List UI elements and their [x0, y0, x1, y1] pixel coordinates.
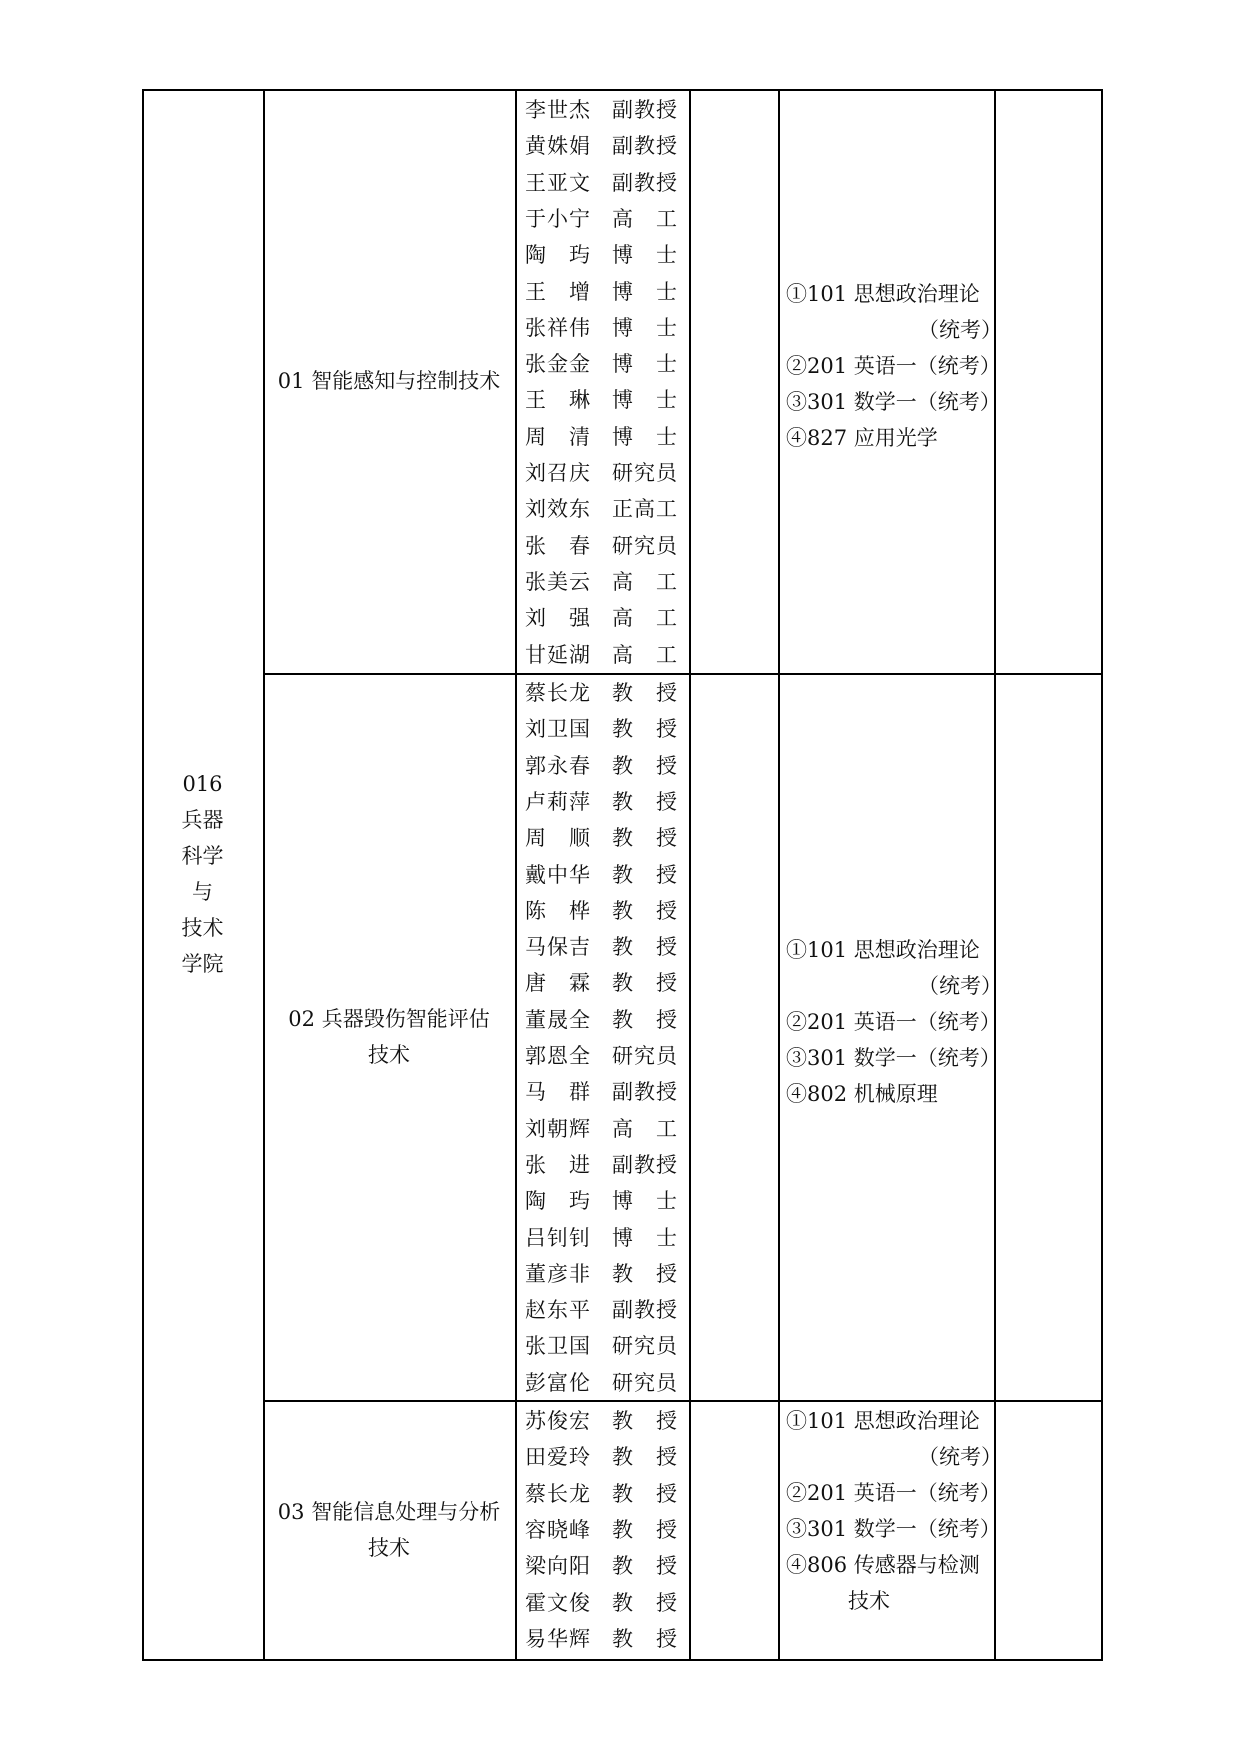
direction-name-cell: [263, 1494, 515, 1566]
supervisor-name: 霍文俊: [525, 1590, 591, 1615]
exam-subject-line: ①101 思想政治理论: [786, 938, 980, 962]
supervisor-row: [525, 1623, 685, 1653]
supervisor-name: 卢莉萍: [525, 789, 591, 814]
direction-name-cell: [263, 363, 515, 399]
supervisor-title: 博 士: [612, 279, 678, 304]
column-border: [263, 89, 265, 1661]
supervisor-name: 刘 强: [525, 606, 591, 631]
supervisor-name: 董晟全: [525, 1007, 591, 1032]
supervisor-name: 张祥伟: [525, 315, 591, 340]
supervisor-name: 于小宁: [525, 206, 591, 231]
supervisor-row: [525, 421, 685, 451]
column-border: [778, 89, 780, 1661]
supervisor-title: 博 士: [612, 352, 678, 377]
supervisor-name: 王 琳: [525, 388, 591, 413]
direction-name-line: 技术: [368, 1042, 410, 1067]
supervisor-title: 博 士: [612, 388, 678, 413]
supervisor-name: 刘召庆: [525, 461, 591, 485]
exam-subject-line: （统考）: [918, 1445, 1002, 1469]
college-name-line: 技术: [181, 916, 224, 940]
exam-subject-line: ①101 思想政治理论: [786, 282, 980, 306]
supervisor-name: 赵东平: [525, 1298, 591, 1323]
table-top-border: [142, 89, 1103, 91]
direction-name-cell: [263, 1001, 515, 1073]
supervisor-row: [525, 276, 685, 306]
supervisor-name: 刘效东: [525, 497, 591, 522]
exam-subject-line: （统考）: [918, 318, 1002, 342]
exam-subject-line: ③301 数学一（统考）: [786, 1517, 1001, 1541]
supervisor-row: [525, 967, 685, 997]
supervisor-row: [525, 312, 685, 342]
supervisor-title: 教 授: [612, 1007, 678, 1032]
supervisor-row: [525, 1330, 685, 1360]
supervisor-title: 博 士: [612, 1225, 678, 1250]
supervisor-name: 陶 玙: [525, 243, 591, 268]
supervisor-name: 陶 玙: [525, 1189, 591, 1214]
supervisor-row: [525, 203, 685, 233]
supervisor-name: 陈 桦: [525, 898, 591, 923]
supervisor-title: 副教授: [612, 1152, 678, 1177]
supervisor-name: 蔡长龙: [525, 681, 591, 705]
supervisor-name: 张卫国: [525, 1334, 591, 1359]
supervisor-name: 蔡长龙: [525, 1481, 591, 1506]
supervisor-name: 刘朝辉: [525, 1116, 591, 1141]
college-name-line: 兵器: [181, 808, 224, 832]
supervisor-name: 张金金: [525, 352, 591, 377]
supervisor-title: 教 授: [612, 753, 678, 778]
supervisor-row: [525, 677, 685, 707]
supervisor-row: [525, 750, 685, 780]
supervisor-name: 唐 霖: [525, 971, 591, 996]
supervisor-title: 高 工: [612, 206, 678, 231]
supervisor-title: 高 工: [612, 606, 678, 631]
supervisor-name: 甘延湖: [525, 642, 591, 667]
supervisor-title: 教 授: [612, 1590, 678, 1615]
supervisor-name: 彭富伦: [525, 1370, 591, 1395]
college-name-line: 与: [192, 880, 213, 904]
supervisor-title: 副教授: [612, 98, 678, 122]
supervisor-row: [525, 1149, 685, 1179]
supervisor-name: 周 顺: [525, 826, 591, 851]
direction-name-line: 01 智能感知与控制技术: [277, 369, 501, 393]
exam-subject-line: （统考）: [918, 974, 1002, 998]
supervisor-title: 研究员: [612, 1370, 678, 1395]
supervisor-name: 王 增: [525, 279, 591, 304]
supervisor-row: [525, 713, 685, 743]
supervisor-title: 高 工: [612, 642, 678, 667]
supervisor-title: 副教授: [612, 134, 678, 159]
direction-name-line: 03 智能信息处理与分析: [277, 1499, 501, 1524]
supervisor-title: 教 授: [612, 1445, 678, 1470]
college-code: 016: [182, 772, 223, 796]
exam-subject-line: ④802 机械原理: [786, 1082, 938, 1106]
supervisor-name: 郭恩全: [525, 1044, 591, 1068]
supervisor-row: [525, 895, 685, 925]
supervisor-title: 副教授: [612, 1298, 678, 1323]
supervisor-row: [525, 94, 685, 124]
exam-subject-line: ②201 英语一（统考）: [786, 1010, 1001, 1034]
supervisor-title: 教 授: [612, 717, 678, 742]
supervisor-title: 博 士: [612, 1189, 678, 1214]
exam-subject-line: ③301 数学一（统考）: [786, 1046, 1001, 1070]
supervisor-title: 教 授: [612, 1626, 678, 1651]
exam-subject-line: ②201 英语一（统考）: [786, 354, 1001, 378]
supervisor-row: [525, 1294, 685, 1324]
supervisor-title: 副教授: [612, 170, 678, 195]
column-border: [515, 89, 517, 1661]
supervisor-name: 马 群: [525, 1080, 591, 1105]
supervisor-name: 梁向阳: [525, 1554, 591, 1579]
supervisor-row: [525, 931, 685, 961]
supervisor-row: [525, 1185, 685, 1215]
supervisor-row: [525, 1367, 685, 1397]
supervisor-name: 马保吉: [525, 935, 591, 960]
supervisor-title: 高 工: [612, 1116, 678, 1141]
column-border: [1101, 89, 1103, 1661]
supervisor-name: 郭永春: [525, 753, 591, 778]
college-cell: [142, 766, 263, 982]
supervisor-name: 张 进: [525, 1152, 591, 1177]
supervisor-title: 博 士: [612, 243, 678, 268]
supervisor-name: 戴中华: [525, 862, 591, 887]
exam-subject-line: ④806 传感器与检测: [786, 1553, 980, 1577]
supervisor-row: [525, 1478, 685, 1508]
direction-name-line: 02 兵器毁伤智能评估: [288, 1006, 490, 1031]
supervisor-title: 教 授: [612, 1481, 678, 1506]
supervisor-name: 王亚文: [525, 170, 591, 195]
supervisor-row: [525, 493, 685, 523]
supervisor-title: 正高工: [612, 497, 678, 522]
supervisor-row: [525, 239, 685, 269]
supervisor-title: 博 士: [612, 315, 678, 340]
exam-subject-line: ①101 思想政治理论: [786, 1409, 980, 1433]
exam-subject-line: ④827 应用光学: [786, 426, 938, 450]
supervisor-row: [525, 1222, 685, 1252]
supervisor-row: [525, 602, 685, 632]
supervisor-title: 副教授: [612, 1080, 678, 1105]
exam-subject-line: 技术: [848, 1589, 890, 1613]
supervisor-row: [525, 130, 685, 160]
supervisor-title: 教 授: [612, 826, 678, 851]
supervisor-title: 教 授: [612, 862, 678, 887]
supervisor-row: [525, 786, 685, 816]
supervisor-name: 田爱玲: [525, 1445, 591, 1470]
supervisor-name: 吕钊钊: [525, 1225, 591, 1250]
supervisor-row: [525, 1113, 685, 1143]
college-name-line: 学院: [181, 952, 224, 976]
supervisor-title: 高 工: [612, 569, 678, 594]
supervisor-name: 张美云: [525, 569, 591, 594]
row-divider: [263, 673, 1103, 675]
supervisor-row: [525, 822, 685, 852]
supervisor-name: 李世杰: [525, 98, 591, 122]
supervisor-title: 教 授: [612, 789, 678, 814]
supervisor-title: 教 授: [612, 971, 678, 996]
supervisor-name: 董彦非: [525, 1261, 591, 1286]
supervisor-row: [525, 639, 685, 669]
exam-subject-line: ③301 数学一（统考）: [786, 390, 1001, 414]
supervisor-title: 教 授: [612, 1409, 678, 1433]
supervisor-name: 周 清: [525, 424, 591, 449]
supervisor-name: 容晓峰: [525, 1517, 591, 1542]
column-border: [689, 89, 691, 1661]
table-bottom-border: [142, 1659, 1103, 1661]
exam-subject-line: ②201 英语一（统考）: [786, 1481, 1001, 1505]
supervisor-title: 研究员: [612, 1044, 678, 1068]
supervisor-row: [525, 348, 685, 378]
college-name-line: 科学: [181, 844, 224, 868]
supervisor-row: [525, 167, 685, 197]
supervisor-row: [525, 1076, 685, 1106]
supervisor-name: 易华辉: [525, 1626, 591, 1651]
supervisor-row: [525, 1040, 685, 1070]
supervisor-row: [525, 859, 685, 889]
supervisor-name: 苏俊宏: [525, 1409, 591, 1433]
supervisor-title: 研究员: [612, 461, 678, 485]
supervisor-title: 教 授: [612, 681, 678, 705]
supervisor-title: 教 授: [612, 898, 678, 923]
row-divider: [263, 1400, 1103, 1402]
supervisor-title: 教 授: [612, 1517, 678, 1542]
supervisor-row: [525, 530, 685, 560]
supervisor-title: 教 授: [612, 935, 678, 960]
supervisor-title: 教 授: [612, 1554, 678, 1579]
supervisor-row: [525, 1514, 685, 1544]
supervisor-row: [525, 384, 685, 414]
supervisor-row: [525, 1258, 685, 1288]
supervisor-title: 教 授: [612, 1261, 678, 1286]
supervisor-title: 研究员: [612, 533, 678, 558]
supervisor-name: 张 春: [525, 533, 591, 558]
supervisor-name: 刘卫国: [525, 717, 591, 742]
supervisor-row: [525, 1587, 685, 1617]
supervisor-row: [525, 1550, 685, 1580]
supervisor-row: [525, 566, 685, 596]
direction-name-line: 技术: [368, 1535, 410, 1560]
supervisor-row: [525, 1004, 685, 1034]
supervisor-name: 黄姝娟: [525, 134, 591, 159]
supervisor-row: [525, 1441, 685, 1471]
supervisor-title: 研究员: [612, 1334, 678, 1359]
supervisor-row: [525, 1405, 685, 1435]
supervisor-row: [525, 457, 685, 487]
supervisor-title: 博 士: [612, 424, 678, 449]
